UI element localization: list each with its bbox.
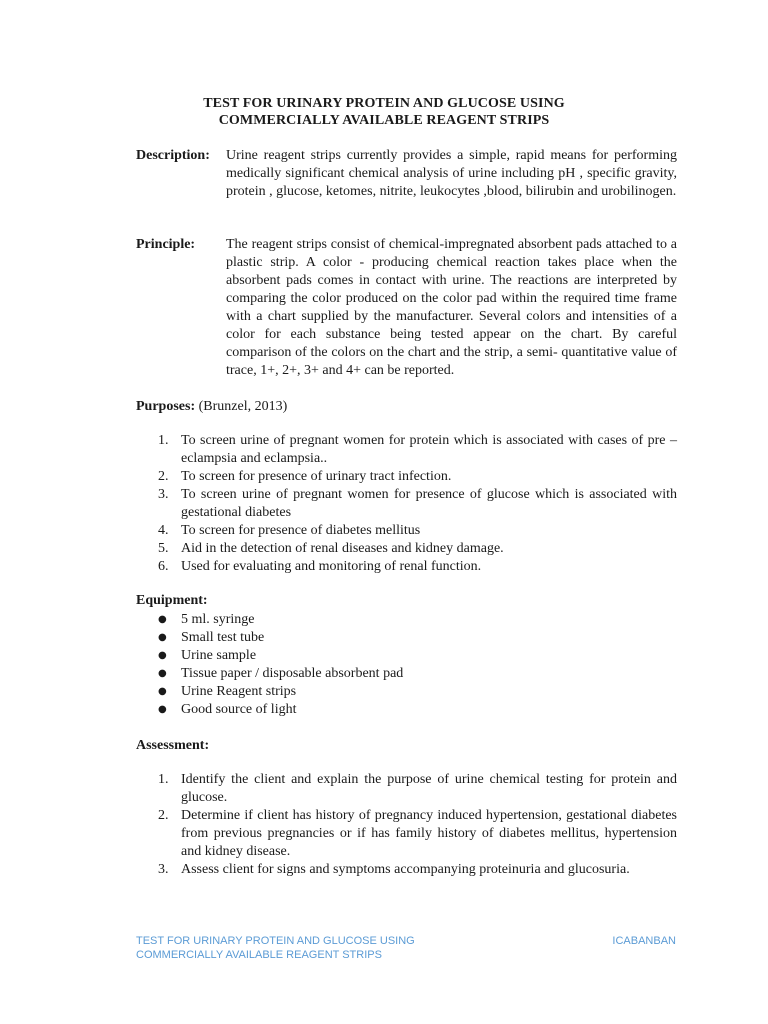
assessment-label: Assessment:	[136, 738, 210, 753]
bullet-icon: ●	[158, 614, 167, 625]
purposes-list-item	[136, 522, 677, 540]
list-number: 2.	[158, 469, 169, 484]
list-item-text: Used for evaluating and monitoring of renal function.	[181, 559, 482, 574]
description-label: Description:	[136, 148, 210, 163]
purposes-list-item	[136, 468, 677, 486]
document-title-line-1: TEST FOR URINARY PROTEIN AND GLUCOSE USING	[203, 96, 565, 111]
list-number: 3.	[158, 487, 169, 502]
footer-author: ICABANBAN	[612, 935, 676, 947]
purposes-heading	[136, 398, 287, 416]
footer-title-line-2: COMMERCIALLY AVAILABLE REAGENT STRIPS	[136, 949, 382, 961]
footer-document-title	[136, 934, 496, 962]
list-number: 1.	[158, 772, 169, 787]
list-item-text: Aid in the detection of renal diseases and kidney damage.	[181, 541, 504, 556]
list-item-text: 5 ml. syringe	[181, 612, 255, 627]
principle-text: The reagent strips consist of chemical-impregnated absorbent pads attached to a plastic strip. A color - producing chemical reaction takes place when the absorbent pads comes in contact with urine. The reactions are interpreted by comparing the color produced on the color pad within the required time frame with a chart supplied by the manufacturer. Several colors and intensities of a color for each substance being tested appear on the chart. By careful comparison of the colors on the chart and the strip, a semi- quantitative value of trace, 1+, 2+, 3+ and 4+ can be reported.	[226, 237, 677, 378]
purposes-citation: (Brunzel, 2013)	[198, 399, 288, 414]
list-number: 5.	[158, 541, 169, 556]
bullet-icon: ●	[158, 686, 167, 697]
purposes-list-item	[136, 432, 677, 468]
list-item-text: Tissue paper / disposable absorbent pad	[181, 666, 404, 681]
list-number: 3.	[158, 862, 169, 877]
bullet-icon: ●	[158, 632, 167, 643]
list-item-text: To screen for presence of diabetes mellitus	[181, 523, 421, 538]
purposes-list-item	[136, 486, 677, 522]
list-number: 1.	[158, 433, 169, 448]
list-item-text: To screen for presence of urinary tract infection.	[181, 469, 452, 484]
purposes-list	[136, 432, 677, 576]
equipment-list-item	[136, 701, 677, 719]
list-item-text: Determine if client has history of pregnancy induced hypertension, gestational diabetes from previous pregnancies or if has family history of diabetes mellitus, hypertension and kidney disease.	[181, 808, 677, 859]
document-title-line-2: COMMERCIALLY AVAILABLE REAGENT STRIPS	[218, 113, 550, 128]
document-title	[0, 95, 768, 129]
equipment-list	[136, 611, 677, 719]
list-item-text: Urine Reagent strips	[181, 684, 297, 699]
equipment-list-item	[136, 629, 677, 647]
purposes-label: Purposes:	[136, 399, 196, 414]
purposes-list-item	[136, 540, 677, 558]
equipment-list-item	[136, 683, 677, 701]
list-item-text: Small test tube	[181, 630, 265, 645]
principle-label: Principle:	[136, 237, 196, 252]
assessment-list-item	[136, 807, 677, 861]
list-number: 6.	[158, 559, 169, 574]
description-text: Urine reagent strips currently provides a simple, rapid means for performing medically significant chemical analysis of urine including pH , specific gravity, protein , glucose, ketomes, nitrite, leukocytes ,blood, bilirubin and urobilinogen.	[226, 148, 677, 199]
list-item-text: Good source of light	[181, 702, 297, 717]
assessment-list-item	[136, 861, 677, 879]
list-item-text: To screen urine of pregnant women for presence of glucose which is associated with gestational diabetes	[181, 487, 677, 520]
assessment-list-item	[136, 771, 677, 807]
equipment-list-item	[136, 665, 677, 683]
bullet-icon: ●	[158, 668, 167, 679]
list-item-text: To screen urine of pregnant women for protein which is associated with cases of pre –eclampsia and eclampsia..	[181, 433, 677, 466]
list-number: 4.	[158, 523, 169, 538]
list-item-text: Assess client for signs and symptoms accompanying proteinuria and glucosuria.	[181, 862, 630, 877]
equipment-list-item	[136, 647, 677, 665]
assessment-list	[136, 771, 677, 879]
list-item-text: Urine sample	[181, 648, 257, 663]
bullet-icon: ●	[158, 650, 167, 661]
equipment-label: Equipment:	[136, 593, 208, 608]
list-number: 2.	[158, 808, 169, 823]
purposes-list-item	[136, 558, 677, 576]
footer-title-line-1: TEST FOR URINARY PROTEIN AND GLUCOSE USING	[136, 935, 415, 947]
equipment-list-item	[136, 611, 677, 629]
list-item-text: Identify the client and explain the purpose of urine chemical testing for protein and glucose.	[181, 772, 677, 805]
bullet-icon: ●	[158, 704, 167, 715]
